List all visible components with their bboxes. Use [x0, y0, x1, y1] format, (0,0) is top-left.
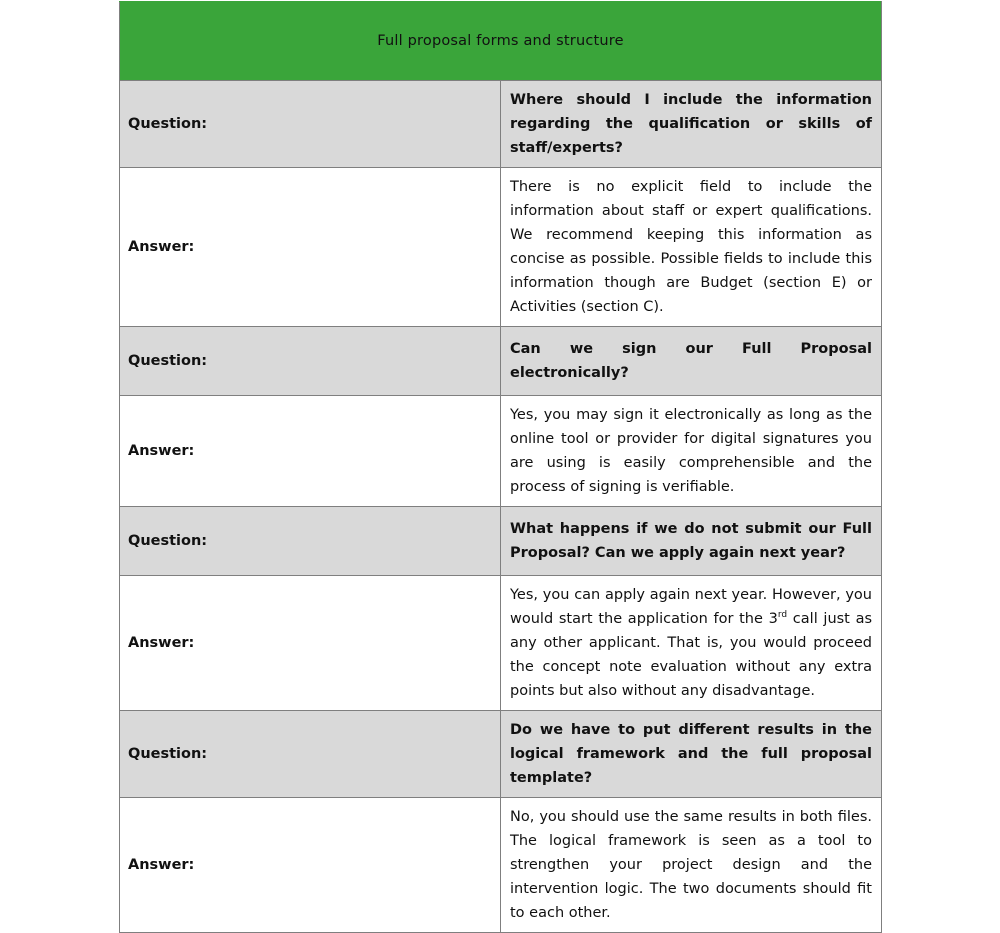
answer-text: Yes, you may sign it electronically as long as the online tool or provider for digital signatures you are using is easily comprehensible and the process of signing is verifiable. — [501, 396, 882, 507]
answer-label: Answer: — [120, 396, 501, 507]
question-row — [120, 711, 882, 798]
answer-text: There is no explicit field to include the information about staff or expert qualifications. We recommend keeping this information as concise as possible. Possible fields to include this information though are Budget (section E) or Activities (section C). — [501, 168, 882, 327]
question-label: Question: — [120, 507, 501, 576]
answer-row — [120, 576, 882, 711]
answer-text-part: Yes, you can apply again next year. However, you would start the application for the 3 — [510, 587, 872, 627]
answer-label: Answer: — [120, 168, 501, 327]
answer-row — [120, 798, 882, 933]
answer-text: No, you should use the same results in both files. The logical framework is seen as a tool to strengthen your project design and the intervention logic. The two documents should fit to each other. — [501, 798, 882, 933]
table-header-row — [120, 2, 882, 81]
answer-text-part: call just as any other applicant. That is, you would proceed the concept note evaluation without any extra points but also without any disadvantage. — [510, 611, 873, 699]
question-label: Question: — [120, 81, 501, 168]
answer-row — [120, 396, 882, 507]
answer-text — [501, 576, 882, 711]
answer-label: Answer: — [120, 798, 501, 933]
answer-label: Answer: — [120, 576, 501, 711]
table-title: Full proposal forms and structure — [120, 2, 882, 81]
ordinal-suffix: rd — [777, 610, 788, 621]
question-text: Where should I include the information regarding the qualification or skills of staff/experts? — [501, 81, 882, 168]
faq-table — [119, 1, 882, 933]
question-label: Question: — [120, 711, 501, 798]
question-text: Can we sign our Full Proposal electronically? — [501, 327, 882, 396]
question-row — [120, 81, 882, 168]
question-row — [120, 327, 882, 396]
question-row — [120, 507, 882, 576]
question-label: Question: — [120, 327, 501, 396]
question-text: What happens if we do not submit our Full Proposal? Can we apply again next year? — [501, 507, 882, 576]
question-text: Do we have to put different results in the logical framework and the full proposal template? — [501, 711, 882, 798]
answer-row — [120, 168, 882, 327]
